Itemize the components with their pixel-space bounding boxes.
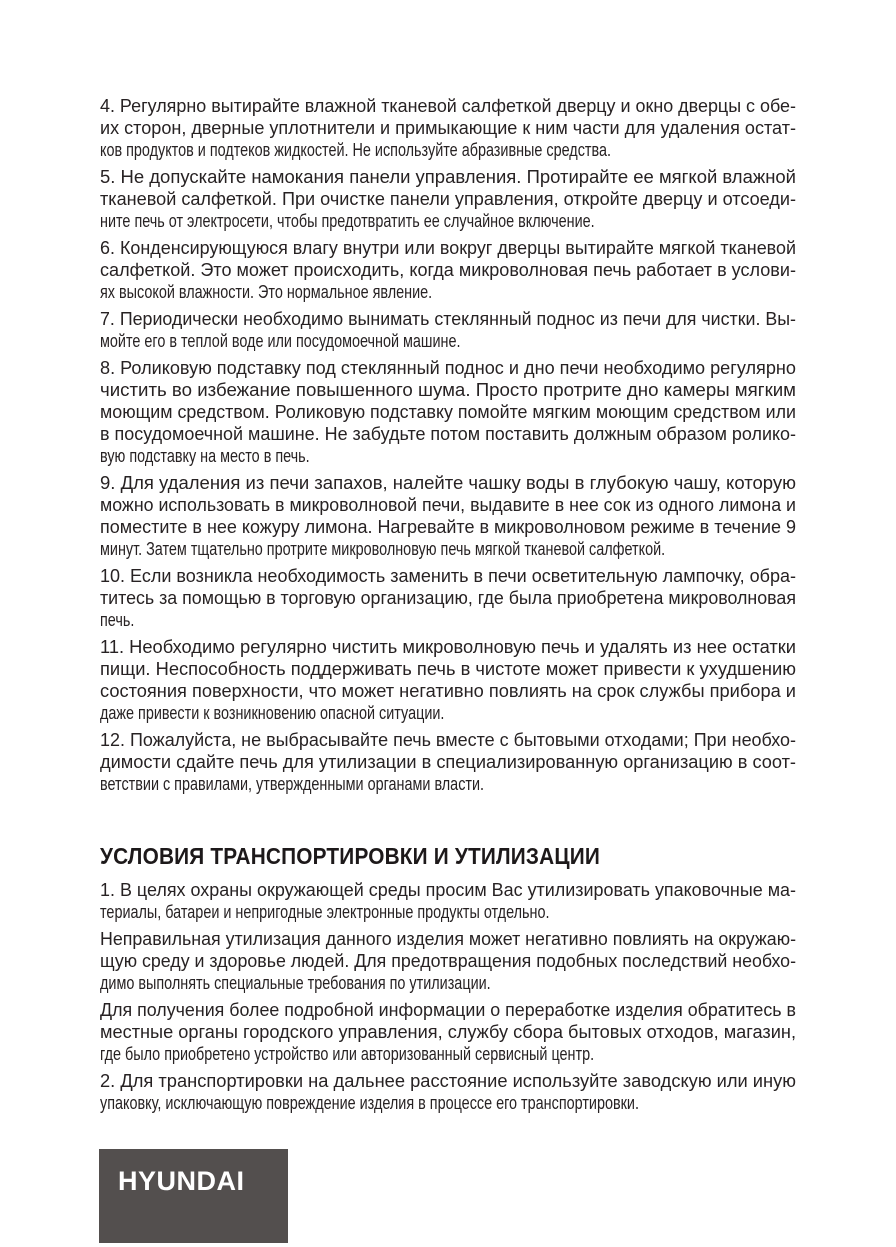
care-instructions	[100, 95, 796, 795]
text-line	[100, 609, 796, 631]
text-line-content: вую подставку на место в печь.	[100, 446, 310, 466]
text-line-content: 2. Для транспортировки на дальнее расстояние используйте заводскую или иную	[100, 1071, 796, 1091]
paragraph	[100, 237, 796, 303]
text-line-content: териалы, батареи и непригодные электронные продукты отдельно.	[100, 902, 550, 922]
text-line-content: печь.	[100, 610, 135, 630]
text-line	[100, 259, 796, 281]
text-line-content: даже привести к возникновению опасной ситуации.	[100, 703, 445, 723]
text-line-content: упаковку, исключающую повреждение изделия в процессе его транспортировки.	[100, 1093, 639, 1113]
text-line	[100, 751, 796, 773]
text-line	[100, 472, 796, 494]
text-line-content: в посудомоечной машине. Не забудьте потом поставить должным образом ролико-	[100, 424, 796, 444]
text-line-content: минут. Затем тщательно протрите микроволновую печь мягкой тканевой салфеткой.	[100, 539, 666, 559]
text-line-content: Неправильная утилизация данного изделия может негативно повлиять на окружаю-	[100, 929, 796, 949]
text-line-content: местные органы городского управления, службу сбора бытовых отходов, магазин,	[100, 1022, 796, 1042]
text-line	[100, 636, 796, 658]
paragraph	[100, 879, 796, 923]
text-line-content: димо выполнять специальные требования по утилизации.	[100, 973, 491, 993]
text-line-content: 4. Регулярно вытирайте влажной тканевой салфеткой дверцу и окно дверцы с обе-	[100, 96, 796, 116]
paragraph	[100, 95, 796, 161]
text-line-content: ях высокой влажности. Это нормальное явление.	[100, 282, 433, 302]
paragraph	[100, 565, 796, 631]
text-line	[100, 538, 796, 560]
text-line-content: мойте его в теплой воде или посудомоечной машине.	[100, 331, 461, 351]
hyundai-logo-text: HYUNDAI	[118, 1166, 245, 1196]
text-line	[100, 565, 796, 587]
text-line	[100, 1043, 796, 1065]
text-line	[100, 587, 796, 609]
text-line-content: 1. В целях охраны окружающей среды просим Вас утилизировать упаковочные ма-	[100, 880, 796, 900]
text-line	[100, 1070, 796, 1092]
paragraph	[100, 472, 796, 560]
text-line	[100, 139, 796, 161]
text-line	[100, 972, 796, 994]
text-line	[100, 879, 796, 901]
text-line	[100, 901, 796, 923]
text-line-content: Для получения более подробной информации о переработке изделия обратитесь в	[100, 1000, 796, 1020]
text-line	[100, 330, 796, 352]
section-heading-text: УСЛОВИЯ ТРАНСПОРТИРОВКИ И УТИЛИЗАЦИИ	[100, 843, 600, 869]
paragraph	[100, 636, 796, 724]
text-line-content: салфеткой. Это может происходить, когда микроволновая печь работает в услови-	[100, 260, 796, 280]
text-line-content: 8. Роликовую подставку под стеклянный поднос и дно печи необходимо регулярно	[100, 358, 796, 378]
text-line-content: состояния поверхности, что может негативно повлиять на срок службы прибора и	[100, 681, 796, 701]
section-heading	[100, 843, 796, 869]
text-line-content: ните печь от электросети, чтобы предотвратить ее случайное включение.	[100, 211, 595, 231]
text-line	[100, 188, 796, 210]
text-line-content: 7. Периодически необходимо вынимать стеклянный поднос из печи для чистки. Вы-	[100, 309, 796, 329]
paragraph	[100, 729, 796, 795]
text-line-content: 5. Не допускайте намокания панели управления. Протирайте ее мягкой влажной	[100, 167, 796, 187]
text-line-content: пищи. Неспособность поддерживать печь в чистоте может привести к ухудшению	[100, 659, 796, 679]
text-line-content: их сторон, дверные уплотнители и примыкающие к ним части для удаления остат-	[100, 118, 796, 138]
text-line	[100, 729, 796, 751]
text-line	[100, 237, 796, 259]
text-line-content: где было приобретено устройство или авторизованный сервисный центр.	[100, 1044, 595, 1064]
text-line	[100, 210, 796, 232]
text-line	[100, 928, 796, 950]
text-line	[100, 950, 796, 972]
text-line	[100, 401, 796, 423]
text-line-content: 11. Необходимо регулярно чистить микроволновую печь и удалять из нее остатки	[100, 637, 796, 657]
paragraph	[100, 308, 796, 352]
text-line-content: ветствии с правилами, утвержденными органами власти.	[100, 774, 485, 794]
text-line	[100, 281, 796, 303]
text-line	[100, 1092, 796, 1114]
text-line	[100, 379, 796, 401]
text-line-content: димости сдайте печь для утилизации в специализированную организацию в соот-	[100, 752, 796, 772]
text-line-content: титесь за помощью в торговую организацию, где была приобретена микроволновая	[100, 588, 796, 608]
text-line-content: тканевой салфеткой. При очистке панели управления, откройте дверцу и отсоеди-	[100, 189, 797, 209]
hyundai-logo	[99, 1149, 288, 1243]
text-line-content: 10. Если возникла необходимость заменить в печи осветительную лампочку, обра-	[100, 566, 796, 586]
text-line	[100, 423, 796, 445]
paragraph	[100, 999, 796, 1065]
text-line	[100, 95, 796, 117]
text-line	[100, 117, 796, 139]
text-line	[100, 166, 796, 188]
transport-instructions	[100, 879, 796, 1114]
text-line	[100, 516, 796, 538]
paragraph	[100, 1070, 796, 1114]
text-line	[100, 702, 796, 724]
paragraph	[100, 928, 796, 994]
text-line	[100, 999, 796, 1021]
text-line-content: 9. Для удаления из печи запахов, налейте чашку воды в глубокую чашу, которую	[100, 473, 796, 493]
text-line	[100, 658, 796, 680]
text-line	[100, 773, 796, 795]
text-line	[100, 445, 796, 467]
text-line-content: поместите в нее кожуру лимона. Нагревайте в микроволновом режиме в течение 9	[100, 517, 796, 537]
text-line-content: 12. Пожалуйста, не выбрасывайте печь вместе с бытовыми отходами; При необхо-	[100, 730, 796, 750]
text-line	[100, 680, 796, 702]
text-line	[100, 308, 796, 330]
text-line-content: щую среду и здоровье людей. Для предотвращения подобных последствий необхо-	[100, 951, 796, 971]
text-line-content: можно использовать в микроволновой печи, выдавите в нее сок из одного лимона и	[100, 495, 796, 515]
text-line-content: 6. Конденсирующуюся влагу внутри или вокруг дверцы вытирайте мягкой тканевой	[100, 238, 796, 258]
paragraph	[100, 166, 796, 232]
text-line-content: чистить во избежание повышенного шума. Просто протрите дно камеры мягким	[100, 380, 796, 400]
text-line	[100, 1021, 796, 1043]
text-line-content: ков продуктов и подтеков жидкостей. Не используйте абразивные средства.	[100, 140, 612, 160]
text-line	[100, 494, 796, 516]
paragraph	[100, 357, 796, 467]
page-content	[100, 95, 796, 1119]
text-line-content: моющим средством. Роликовую подставку помойте мягким моющим средством или	[100, 402, 796, 422]
text-line	[100, 357, 796, 379]
